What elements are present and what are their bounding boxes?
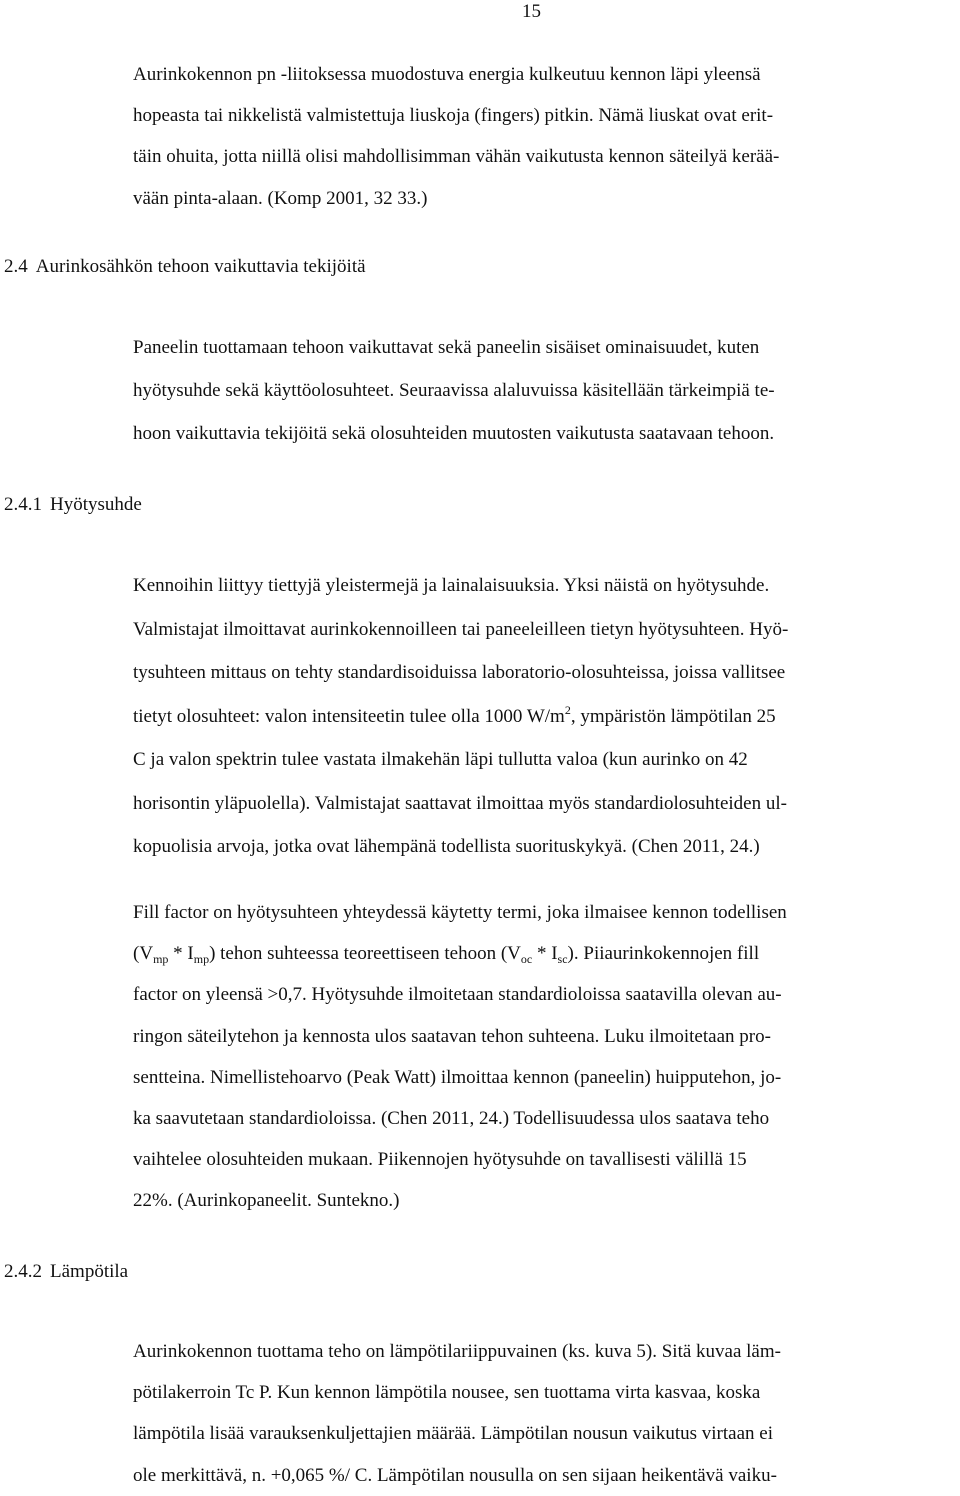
- text-line: Aurinkokennon tuottama teho on lämpötilariippuvainen (ks. kuva 5). Sitä kuvaa läm-: [133, 1341, 781, 1362]
- subscript: mp: [153, 952, 169, 967]
- subscript: sc: [557, 952, 568, 967]
- text-line: hoon vaikuttavia tekijöitä sekä olosuhteiden muutosten vaikutusta saatavaan tehoon.: [133, 423, 775, 444]
- text-line: vaihtelee olosuhteiden mukaan. Piikennojen hyötysuhde on tavallisesti välillä 15: [133, 1149, 747, 1171]
- paragraph-intro: [133, 54, 945, 219]
- text-line: kopuolisia arvoja, jotka ovat lähempänä todellista suorituskykyä. (Chen 2011, 24.): [133, 836, 760, 857]
- section-heading-2-4-1: [4, 494, 142, 516]
- text-segment: , ympäristön lämpötilan 25: [570, 705, 776, 727]
- page-number: 15: [522, 1, 541, 22]
- text-line: [133, 933, 945, 974]
- text-segment: (V: [133, 943, 154, 965]
- text-line: Kennoihin liittyy tiettyjä yleistermejä ja lainalaisuuksia. Yksi näistä on hyötysuhde.: [133, 575, 770, 596]
- text-line: sentteina. Nimellistehoarvo (Peak Watt) ilmoittaa kennon (paneelin) huipputehon, jo-: [133, 1066, 782, 1088]
- section-heading-2-4: [4, 256, 366, 278]
- heading-title: Aurinkosähkön tehoon vaikuttavia tekijöitä: [35, 256, 366, 277]
- heading-number: 2.4.2: [4, 1261, 42, 1282]
- text-segment: * I: [168, 943, 194, 965]
- paragraph-factors: [133, 326, 945, 455]
- text-segment: * I: [532, 943, 558, 965]
- text-line: tysuhteen mittaus on tehty standardisoiduissa laboratorio-olosuhteissa, joissa vallitsee: [133, 662, 786, 683]
- paragraph-fill-factor: [133, 892, 945, 1222]
- paragraph-efficiency: [133, 564, 945, 869]
- heading-number: 2.4: [4, 256, 28, 277]
- text-line: Fill factor on hyötysuhteen yhteydessä käytetty termi, joka ilmaisee kennon todellisen: [133, 902, 787, 923]
- paragraph-temperature: [133, 1331, 945, 1496]
- text-line: vään pinta-alaan. (Komp 2001, 32 33.): [133, 187, 428, 209]
- text-segment: tietyt olosuhteet: valon intensiteetin tulee olla 1000 W/m: [133, 705, 565, 727]
- text-line: täin ohuita, jotta niillä olisi mahdollisimman vähän vaikutusta kennon säteilyä kerää-: [133, 146, 780, 168]
- subscript: mp: [193, 952, 210, 967]
- heading-number: 2.4.1: [4, 494, 42, 515]
- text-line: hopeasta tai nikkelistä valmistettuja liuskoja (fingers) pitkin. Nämä liuskat ovat erit-: [133, 105, 774, 127]
- subscript: oc: [520, 952, 533, 967]
- section-heading-2-4-2: [4, 1261, 128, 1283]
- text-line: 22%. (Aurinkopaneelit. Suntekno.): [133, 1190, 400, 1212]
- superscript: 2: [564, 702, 571, 717]
- text-line: ole merkittävä, n. +0,065 %/ C. Lämpötilan nousulla on sen sijaan heikentävä vaiku-: [133, 1464, 777, 1486]
- text-line: Valmistajat ilmoittavat aurinkokennoilleen tai paneeleilleen tietyn hyötysuhteen. Hyö-: [133, 618, 789, 640]
- text-line: lämpötila lisää varauksenkuljettajien määrää. Lämpötilan nousun vaikutus virtaan ei: [133, 1423, 773, 1445]
- text-line: C ja valon spektrin tulee vastata ilmakehän läpi tullutta valoa (kun aurinko on 42: [133, 749, 748, 770]
- text-line: pötilakerroin Tc P. Kun kennon lämpötila nousee, sen tuottama virta kasvaa, koska: [133, 1382, 761, 1404]
- text-line: factor on yleensä >0,7. Hyötysuhde ilmoitetaan standardioloissa saatavilla olevan au-: [133, 984, 782, 1006]
- text-line: Aurinkokennon pn -liitoksessa muodostuva energia kulkeutuu kennon läpi yleensä: [133, 64, 761, 85]
- text-line: horisontin yläpuolella). Valmistajat saattavat ilmoittaa myös standardiolosuhteiden ul-: [133, 792, 787, 814]
- text-line: hyötysuhde sekä käyttöolosuhteet. Seuraavissa alaluvuissa käsitellään tärkeimpiä te-: [133, 380, 775, 401]
- heading-title: Lämpötila: [50, 1261, 129, 1282]
- text-segment: ). Piiaurinkokennojen fill: [567, 943, 760, 965]
- heading-title: Hyötysuhde: [50, 494, 142, 515]
- text-line: ringon säteilytehon ja kennosta ulos saatavan tehon suhteena. Luku ilmoitetaan pro-: [133, 1025, 771, 1047]
- text-line: ka saavutetaan standardioloissa. (Chen 2011, 24.) Todellisuudessa ulos saatava teho: [133, 1108, 770, 1130]
- text-line: [133, 695, 945, 739]
- text-line: Paneelin tuottamaan tehoon vaikuttavat sekä paneelin sisäiset ominaisuudet, kuten: [133, 337, 760, 358]
- text-segment: ) tehon suhteessa teoreettiseen tehoon (V: [209, 943, 521, 965]
